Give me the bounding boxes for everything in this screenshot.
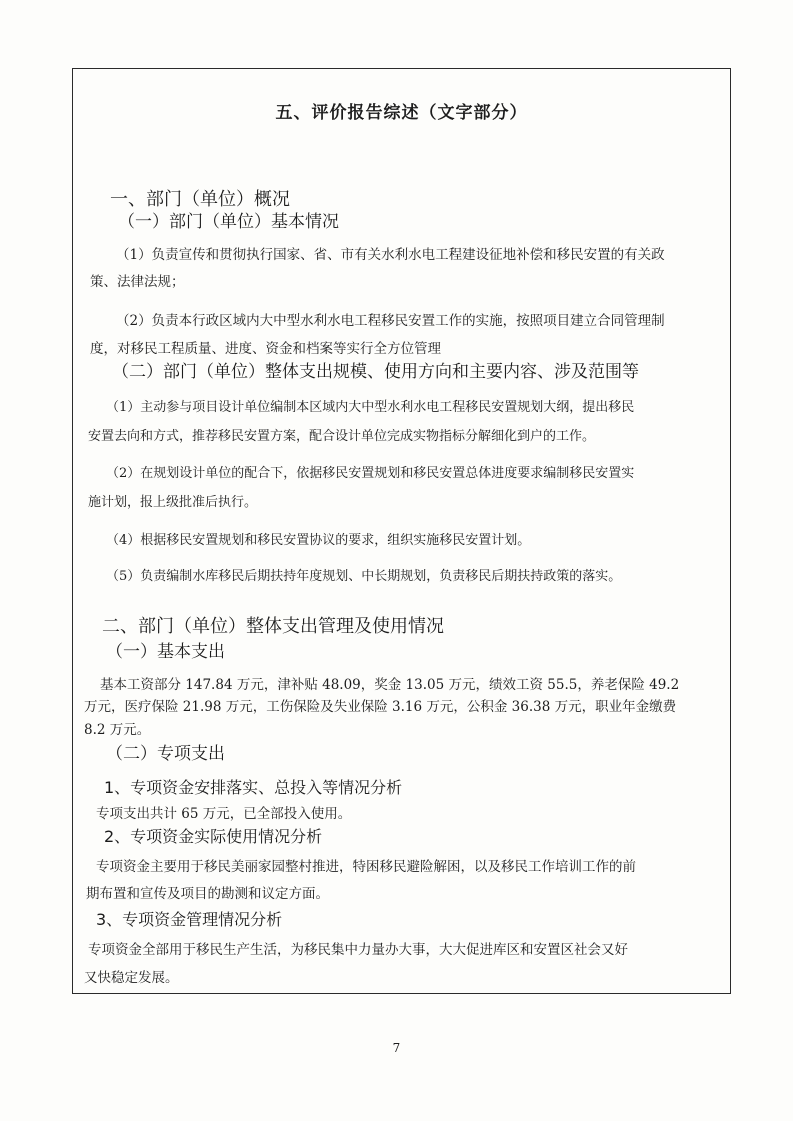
paragraph-line: 8.2 万元。 [84,722,151,738]
section1-sub1-heading: （一）部门（单位）基本情况 [118,212,339,232]
page-number: 7 [392,1041,401,1055]
paragraph-line: （2）负责本行政区域内大中型水利水电工程移民安置工作的实施，按照项目建立合同管理制 [116,313,665,329]
paragraph-line: 万元，医疗保险 21.98 万元，工伤保险及失业保险 3.16 万元，公积金 36.38 万元，职业年金缴费 [84,699,677,715]
subsection-heading: 1、专项资金安排落实、总投入等情况分析 [104,778,403,797]
paragraph-line: 专项资金主要用于移民美丽家园整村推进，特困移民避险解困，以及移民工作培训工作的前 [96,859,636,875]
paragraph-line: 策、法律法规； [90,274,185,290]
paragraph-line: （5）负责编制水库移民后期扶持年度规划、中长期规划，负责移民后期扶持政策的落实。 [106,569,622,584]
paragraph-line: 专项资金全部用于移民生产生活，为移民集中力量办大事，大大促进库区和安置区社会又好 [88,942,628,958]
paragraph-line: （4）根据移民安置规划和移民安置协议的要求，组织实施移民安置计划。 [106,533,531,548]
section2-sub2-heading: （二）专项支出 [106,744,225,764]
paragraph-line: 度，对移民工程质量、进度、资金和档案等实行全方位管理 [90,341,441,357]
paragraph-line: 专项支出共计 65 万元，已全部投入使用。 [96,806,352,822]
subsection-heading: 2、专项资金实际使用情况分析 [104,827,323,846]
paragraph-line: （1）主动参与项目设计单位编制本区域内大中型水利水电工程移民安置规划大纲，提出移民 [106,400,635,415]
section2-sub1-heading: （一）基本支出 [106,642,225,662]
paragraph-line: 施计划，报上级批准后执行。 [88,495,258,510]
page-title: 五、评价报告综述（文字部分） [275,103,528,123]
paragraph-line: 基本工资部分 147.84 万元，津补贴 48.09，奖金 13.05 万元，绩效工资 55.5，养老保险 49.2 [100,677,680,693]
section1-heading: 一、部门（单位）概况 [110,189,290,210]
paragraph-line: （1）负责宣传和贯彻执行国家、省、市有关水利水电工程建设征地补偿和移民安置的有关政 [116,247,665,263]
subsection-heading: 3、专项资金管理情况分析 [96,910,283,929]
paragraph-line: （2）在规划设计单位的配合下，依据移民安置规划和移民安置总体进度要求编制移民安置实 [106,466,635,481]
section2-heading: 二、部门（单位）整体支出管理及使用情况 [102,616,444,637]
paragraph-line: 又快稳定发展。 [84,970,179,986]
paragraph-line: 安置去向和方式，推荐移民安置方案，配合设计单位完成实物指标分解细化到户的工作。 [88,429,596,444]
section1-sub2-heading: （二）部门（单位）整体支出规模、使用方向和主要内容、涉及范围等 [112,362,639,382]
paragraph-line: 期布置和宣传及项目的勘测和议定方面。 [86,886,329,902]
